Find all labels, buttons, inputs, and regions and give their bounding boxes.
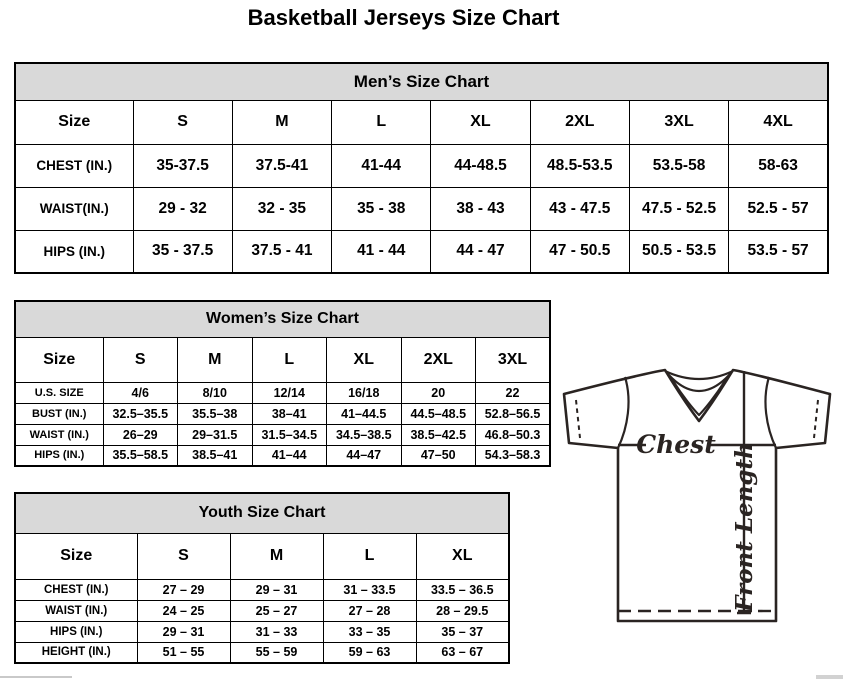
column-header: M bbox=[232, 100, 331, 144]
size-value-cell: 41–44.5 bbox=[327, 403, 402, 424]
table-row bbox=[15, 144, 828, 187]
size-value-cell: 44.5–48.5 bbox=[401, 403, 476, 424]
size-value-cell: 63 – 67 bbox=[416, 642, 509, 663]
table-title: Youth Size Chart bbox=[15, 493, 509, 533]
size-value-cell: 32 - 35 bbox=[232, 187, 331, 230]
youth-table-caption-row bbox=[15, 493, 509, 533]
size-value-cell: 50.5 - 53.5 bbox=[629, 230, 728, 273]
size-value-cell: 31 – 33 bbox=[230, 621, 323, 642]
size-value-cell: 4/6 bbox=[103, 382, 178, 403]
left-cuff-stitch bbox=[576, 400, 580, 438]
column-header: Size bbox=[15, 337, 103, 382]
bottom-right-scrollbar-fragment bbox=[816, 675, 843, 679]
size-value-cell: 16/18 bbox=[327, 382, 402, 403]
size-value-cell: 38.5–42.5 bbox=[401, 424, 476, 445]
size-value-cell: 35 - 38 bbox=[332, 187, 431, 230]
size-value-cell: 46.8–50.3 bbox=[476, 424, 551, 445]
size-value-cell: 53.5 - 57 bbox=[729, 230, 828, 273]
size-value-cell: 51 – 55 bbox=[137, 642, 230, 663]
size-value-cell: 38 - 43 bbox=[431, 187, 530, 230]
column-header: 2XL bbox=[530, 100, 629, 144]
table-title: Men’s Size Chart bbox=[15, 63, 828, 100]
size-value-cell: 29–31.5 bbox=[178, 424, 253, 445]
size-value-cell: 35 - 37.5 bbox=[133, 230, 232, 273]
size-value-cell: 38.5–41 bbox=[178, 445, 253, 466]
size-value-cell: 34.5–38.5 bbox=[327, 424, 402, 445]
column-header: XL bbox=[416, 533, 509, 579]
size-value-cell: 47–50 bbox=[401, 445, 476, 466]
table-title: Women’s Size Chart bbox=[15, 301, 550, 337]
size-value-cell: 35 – 37 bbox=[416, 621, 509, 642]
column-header: 3XL bbox=[629, 100, 728, 144]
page-title: Basketball Jerseys Size Chart bbox=[247, 5, 560, 30]
size-value-cell: 52.8–56.5 bbox=[476, 403, 551, 424]
size-value-cell: 54.3–58.3 bbox=[476, 445, 551, 466]
size-value-cell: 24 – 25 bbox=[137, 600, 230, 621]
size-value-cell: 52.5 - 57 bbox=[729, 187, 828, 230]
column-header: M bbox=[230, 533, 323, 579]
size-value-cell: 53.5-58 bbox=[629, 144, 728, 187]
size-value-cell: 32.5–35.5 bbox=[103, 403, 178, 424]
size-value-cell: 33 – 35 bbox=[323, 621, 416, 642]
column-header: M bbox=[178, 337, 253, 382]
header-row bbox=[15, 100, 828, 144]
column-header: L bbox=[252, 337, 327, 382]
table-row bbox=[15, 445, 550, 466]
size-value-cell: 59 – 63 bbox=[323, 642, 416, 663]
size-value-cell: 31.5–34.5 bbox=[252, 424, 327, 445]
size-value-cell: 37.5 - 41 bbox=[232, 230, 331, 273]
size-value-cell: 41-44 bbox=[332, 144, 431, 187]
size-value-cell: 26–29 bbox=[103, 424, 178, 445]
collar-inner-v bbox=[670, 376, 728, 415]
column-header: XL bbox=[327, 337, 402, 382]
row-label: WAIST (IN.) bbox=[15, 424, 103, 445]
column-header: 2XL bbox=[401, 337, 476, 382]
column-header: L bbox=[323, 533, 416, 579]
size-value-cell: 27 – 29 bbox=[137, 579, 230, 600]
size-value-cell: 29 – 31 bbox=[230, 579, 323, 600]
size-value-cell: 48.5-53.5 bbox=[530, 144, 629, 187]
row-label: WAIST (IN.) bbox=[15, 600, 137, 621]
row-label: BUST (IN.) bbox=[15, 403, 103, 424]
jersey-measurement-diagram bbox=[555, 355, 843, 630]
left-armhole-seam bbox=[618, 377, 629, 448]
table-row bbox=[15, 403, 550, 424]
table-row bbox=[15, 642, 509, 663]
column-header: Size bbox=[15, 100, 133, 144]
table-row bbox=[15, 600, 509, 621]
row-label: HIPS (IN.) bbox=[15, 621, 137, 642]
size-value-cell: 31 – 33.5 bbox=[323, 579, 416, 600]
column-header: S bbox=[103, 337, 178, 382]
row-label: CHEST (IN.) bbox=[15, 144, 133, 187]
column-header: S bbox=[133, 100, 232, 144]
size-value-cell: 58-63 bbox=[729, 144, 828, 187]
size-value-cell: 20 bbox=[401, 382, 476, 403]
row-label: HIPS (IN.) bbox=[15, 230, 133, 273]
size-value-cell: 33.5 – 36.5 bbox=[416, 579, 509, 600]
table-row bbox=[15, 187, 828, 230]
size-value-cell: 37.5-41 bbox=[232, 144, 331, 187]
size-value-cell: 28 – 29.5 bbox=[416, 600, 509, 621]
size-value-cell: 44–47 bbox=[327, 445, 402, 466]
table-row bbox=[15, 230, 828, 273]
row-label: WAIST(IN.) bbox=[15, 187, 133, 230]
table-row bbox=[15, 424, 550, 445]
size-value-cell: 41–44 bbox=[252, 445, 327, 466]
size-value-cell: 29 - 32 bbox=[133, 187, 232, 230]
column-header: 3XL bbox=[476, 337, 551, 382]
size-value-cell: 25 – 27 bbox=[230, 600, 323, 621]
bottom-left-edge-fragment bbox=[0, 676, 72, 678]
size-value-cell: 47 - 50.5 bbox=[530, 230, 629, 273]
row-label: U.S. SIZE bbox=[15, 382, 103, 403]
youth-size-chart-table bbox=[14, 492, 510, 664]
mens-size-chart-table bbox=[14, 62, 829, 274]
row-label: HEIGHT (IN.) bbox=[15, 642, 137, 663]
size-value-cell: 22 bbox=[476, 382, 551, 403]
row-label: CHEST (IN.) bbox=[15, 579, 137, 600]
header-row bbox=[15, 533, 509, 579]
table-row bbox=[15, 382, 550, 403]
collar-arc-outer bbox=[665, 371, 733, 379]
column-header: 4XL bbox=[729, 100, 828, 144]
column-header: L bbox=[332, 100, 431, 144]
table-row bbox=[15, 621, 509, 642]
size-value-cell: 35.5–58.5 bbox=[103, 445, 178, 466]
table-row bbox=[15, 579, 509, 600]
size-value-cell: 27 – 28 bbox=[323, 600, 416, 621]
size-value-cell: 8/10 bbox=[178, 382, 253, 403]
row-label: HIPS (IN.) bbox=[15, 445, 103, 466]
header-row bbox=[15, 337, 550, 382]
size-value-cell: 41 - 44 bbox=[332, 230, 431, 273]
size-value-cell: 29 – 31 bbox=[137, 621, 230, 642]
size-value-cell: 38–41 bbox=[252, 403, 327, 424]
chest-label: Chest bbox=[636, 430, 716, 459]
column-header: Size bbox=[15, 533, 137, 579]
size-value-cell: 44 - 47 bbox=[431, 230, 530, 273]
right-armhole-seam bbox=[765, 377, 776, 448]
size-value-cell: 47.5 - 52.5 bbox=[629, 187, 728, 230]
jersey-diagram-svg bbox=[555, 355, 843, 630]
column-header: S bbox=[137, 533, 230, 579]
mens-table-caption-row bbox=[15, 63, 828, 100]
size-value-cell: 55 – 59 bbox=[230, 642, 323, 663]
column-header: XL bbox=[431, 100, 530, 144]
size-value-cell: 35.5–38 bbox=[178, 403, 253, 424]
size-value-cell: 43 - 47.5 bbox=[530, 187, 629, 230]
size-value-cell: 44-48.5 bbox=[431, 144, 530, 187]
womens-table-caption-row bbox=[15, 301, 550, 337]
size-value-cell: 12/14 bbox=[252, 382, 327, 403]
jersey-outline bbox=[564, 370, 830, 621]
front-length-label: Front Length bbox=[731, 442, 758, 612]
size-value-cell: 35-37.5 bbox=[133, 144, 232, 187]
womens-size-chart-table bbox=[14, 300, 551, 467]
right-cuff-stitch bbox=[814, 400, 818, 438]
